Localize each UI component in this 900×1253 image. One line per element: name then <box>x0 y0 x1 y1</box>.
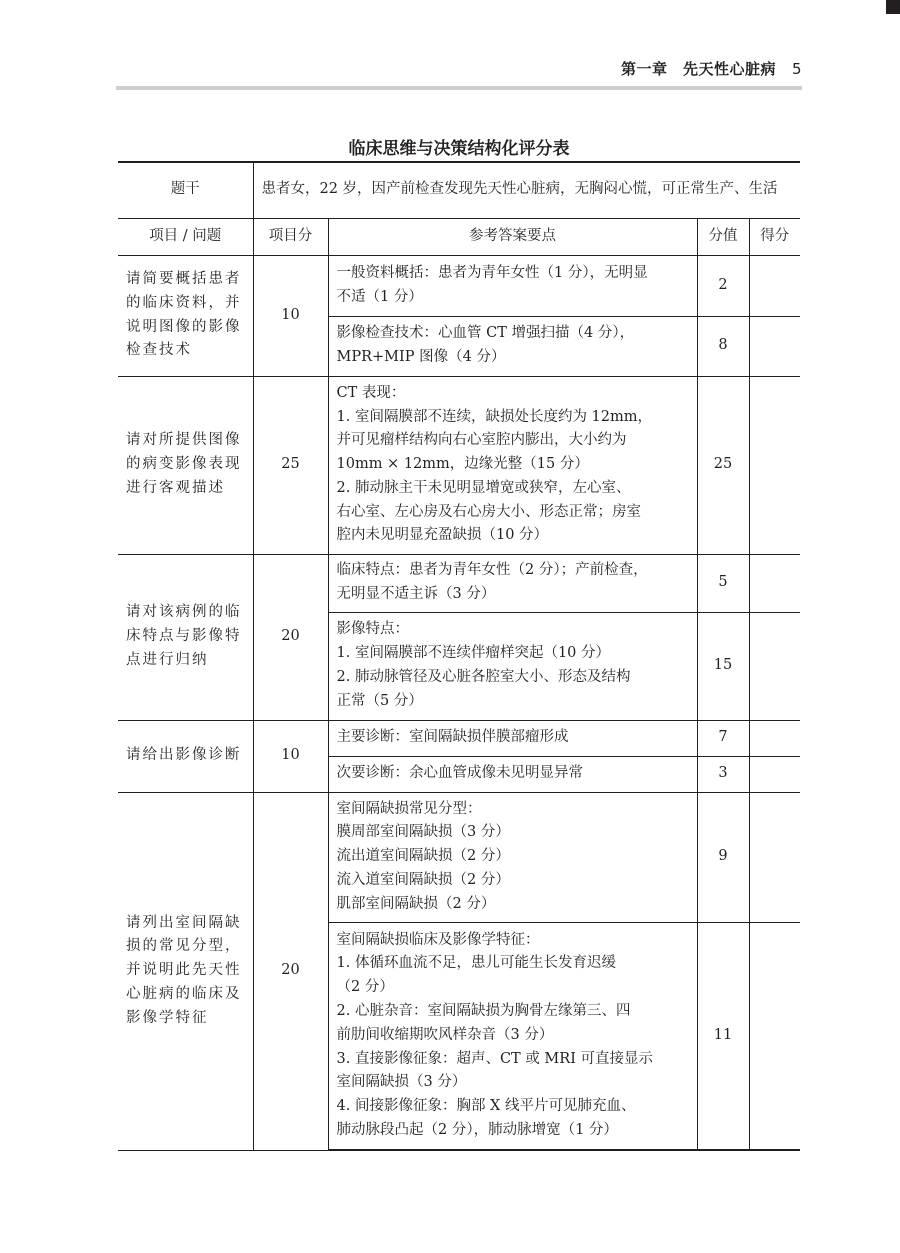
item-score-cell: 10 <box>253 255 328 376</box>
points-cell: 2 <box>697 255 749 316</box>
answer-line: 流入道室间隔缺损（2 分） <box>336 871 510 888</box>
answer-line: 并可见瘤样结构向右心室腔内膨出，大小约为 <box>336 432 627 449</box>
table-row <box>118 376 800 554</box>
col-header-points: 分值 <box>697 218 749 255</box>
answer-line: 4. 间接影像征象：胸部 X 线平片可见肺充血、 <box>336 1098 636 1115</box>
answer-line: 室间隔缺损常见分型： <box>336 800 482 817</box>
page-number: 5 <box>791 60 802 78</box>
header-rule <box>116 86 802 90</box>
answer-line: 次要诊断：余心血管成像未见明显异常 <box>336 765 583 782</box>
score-obtained-cell[interactable] <box>749 792 800 922</box>
item-score-cell: 25 <box>253 376 328 554</box>
answer-line: 腔内未见明显充盈缺损（10 分） <box>336 527 549 544</box>
column-header-row <box>118 218 800 255</box>
col-header-item-score: 项目分 <box>253 218 328 255</box>
score-obtained-cell[interactable] <box>749 720 800 756</box>
answer-line: 右心室、左心房及右心房大小、形态正常；房室 <box>336 503 641 520</box>
question-cell: 请对该病例的临床特点与影像特点进行归纳 <box>118 554 253 720</box>
answer-line: 临床特点：患者为青年女性（2 分）；产前检查， <box>336 562 648 579</box>
chapter-title: 第一章 先天性心脏病 <box>620 60 776 78</box>
answer-line: 2. 心脏杂音：室间隔缺损为胸骨左缘第三、四 <box>336 1003 631 1020</box>
scoring-table <box>118 161 800 1151</box>
stem-text: 患者女，22 岁，因产前检查发现先天性心脏病，无胸闷心慌，可正常生产、生活 <box>253 162 800 218</box>
answer-cell <box>328 376 697 554</box>
question-cell: 请对所提供图像的病变影像表现进行客观描述 <box>118 376 253 554</box>
running-header <box>116 58 802 84</box>
score-obtained-cell[interactable] <box>749 612 800 720</box>
answer-cell <box>328 720 697 756</box>
table-title: 临床思维与决策结构化评分表 <box>348 139 570 159</box>
points-cell: 9 <box>697 792 749 922</box>
table-row <box>118 720 800 756</box>
answer-line: 膜周部室间隔缺损（3 分） <box>336 824 510 841</box>
answer-line: 前肋间收缩期吹风样杂音（3 分） <box>336 1026 554 1043</box>
points-cell: 11 <box>697 922 749 1150</box>
answer-cell <box>328 792 697 922</box>
points-cell: 3 <box>697 756 749 792</box>
points-cell: 8 <box>697 316 749 376</box>
corner-mark <box>886 0 900 14</box>
col-header-answer: 参考答案要点 <box>328 218 697 255</box>
answer-line: 不适（1 分） <box>336 288 423 305</box>
table-row <box>118 255 800 316</box>
answer-cell <box>328 612 697 720</box>
answer-line: 一般资料概括：患者为青年女性（1 分），无明显 <box>336 264 648 281</box>
answer-cell <box>328 255 697 316</box>
score-obtained-cell[interactable] <box>749 756 800 792</box>
item-score-cell: 20 <box>253 792 328 1150</box>
answer-line: 肌部室间隔缺损（2 分） <box>336 895 496 912</box>
answer-line: 3. 直接影像征象：超声、CT 或 MRI 可直接显示 <box>336 1050 654 1067</box>
score-obtained-cell[interactable] <box>749 376 800 554</box>
score-obtained-cell[interactable] <box>749 922 800 1150</box>
stem-label: 题干 <box>118 162 253 218</box>
points-cell: 15 <box>697 612 749 720</box>
answer-line: 1. 室间隔膜部不连续伴瘤样突起（10 分） <box>336 645 611 662</box>
col-header-got: 得分 <box>749 218 800 255</box>
table-row <box>118 554 800 612</box>
item-score-cell: 20 <box>253 554 328 720</box>
answer-line: （2 分） <box>336 979 394 996</box>
answer-line: 2. 肺动脉管径及心脏各腔室大小、形态及结构 <box>336 669 631 685</box>
score-obtained-cell[interactable] <box>749 316 800 376</box>
question-cell: 请列出室间隔缺损的常见分型，并说明此先天性心脏病的临床及影像学特征 <box>118 792 253 1150</box>
stem-row <box>118 162 800 218</box>
table-row <box>118 792 800 922</box>
col-header-item: 项目 / 问题 <box>118 218 253 255</box>
answer-line: 1. 体循环血流不足，患儿可能生长发育迟缓 <box>336 955 616 972</box>
answer-line: 室间隔缺损（3 分） <box>336 1074 467 1091</box>
answer-line: 影像检查技术：心血管 CT 增强扫描（4 分）， <box>336 325 635 342</box>
question-cell: 请给出影像诊断 <box>118 720 253 792</box>
points-cell: 5 <box>697 554 749 612</box>
answer-line: 2. 肺动脉主干未见明显增宽或狭窄，左心室、 <box>336 479 631 496</box>
answer-line: 主要诊断：室间隔缺损伴膜部瘤形成 <box>336 729 569 746</box>
answer-cell <box>328 316 697 376</box>
points-cell: 7 <box>697 720 749 756</box>
answer-line: 1. 室间隔膜部不连续，缺损处长度约为 12mm， <box>336 408 653 425</box>
score-obtained-cell[interactable] <box>749 554 800 612</box>
answer-line: 10mm × 12mm，边缘光整（15 分） <box>336 456 589 473</box>
answer-line: 流出道室间隔缺损（2 分） <box>336 848 510 865</box>
item-score-cell: 10 <box>253 720 328 792</box>
answer-line: 肺动脉段凸起（2 分），肺动脉增宽（1 分） <box>336 1122 618 1139</box>
answer-line: 无明显不适主诉（3 分） <box>336 586 496 602</box>
score-obtained-cell[interactable] <box>749 255 800 316</box>
answer-line: 正常（5 分） <box>336 692 423 709</box>
question-cell: 请简要概括患者的临床资料，并说明图像的影像检查技术 <box>118 255 253 376</box>
points-cell: 25 <box>697 376 749 554</box>
answer-line: 影像特点： <box>336 621 409 638</box>
answer-cell <box>328 922 697 1150</box>
answer-line: CT 表现： <box>336 384 406 401</box>
answer-cell <box>328 756 697 792</box>
answer-line: MPR+MIP 图像（4 分） <box>336 349 506 365</box>
answer-cell <box>328 554 697 612</box>
answer-line: 室间隔缺损临床及影像学特征： <box>336 931 540 948</box>
